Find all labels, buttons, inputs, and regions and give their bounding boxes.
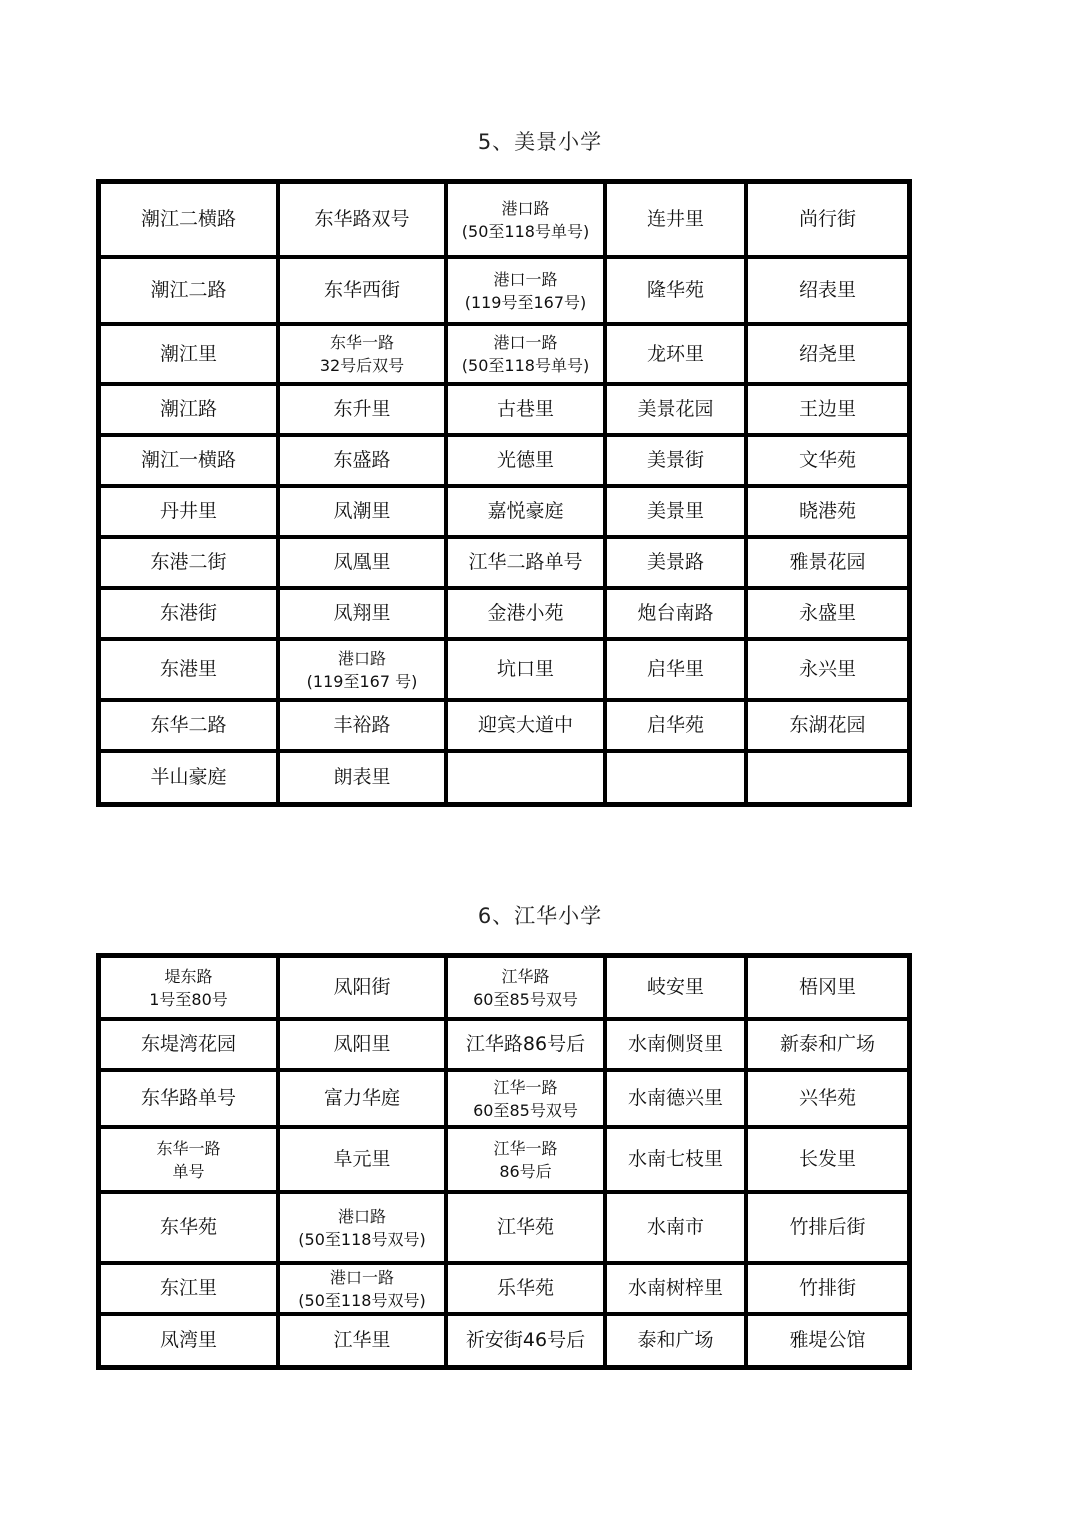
table-cell: 岐安里 [605, 956, 746, 1019]
table-cell: 隆华苑 [605, 257, 746, 324]
table-cell: 丹井里 [99, 486, 278, 537]
cell-line: 60至85号双号 [473, 989, 578, 1009]
table-row [99, 1314, 909, 1367]
table-cell [446, 1070, 605, 1127]
table-cell: 东华路单号 [99, 1070, 278, 1127]
table-cell: 启华苑 [605, 700, 746, 751]
table-cell: 半山豪庭 [99, 751, 278, 804]
table-cell [446, 956, 605, 1019]
table-cell [446, 324, 605, 384]
table-cell: 金港小苑 [446, 588, 605, 639]
table-cell: 绍表里 [746, 257, 909, 324]
table-cell: 凤阳里 [278, 1019, 446, 1070]
cell-line: 港口路 [337, 1206, 386, 1226]
table-cell: 江华二路单号 [446, 537, 605, 588]
cell-line: 港口一路 [493, 333, 558, 352]
address-table-meijing [96, 179, 912, 807]
table-row [99, 639, 909, 700]
table-cell: 阜元里 [278, 1127, 446, 1192]
table-cell: 东湖花园 [746, 700, 909, 751]
table-cell: 江华里 [278, 1314, 446, 1367]
table-cell: 美景街 [605, 435, 746, 486]
cell-line: 86号后 [499, 1161, 552, 1181]
table-cell: 凤潮里 [278, 486, 446, 537]
table-cell [446, 1127, 605, 1192]
table-cell: 梧冈里 [746, 956, 909, 1019]
table-cell: 王边里 [746, 384, 909, 435]
table-cell: 美景花园 [605, 384, 746, 435]
table-cell: 富力华庭 [278, 1070, 446, 1127]
cell-line: 堤东路 [164, 966, 213, 986]
table-row [99, 1127, 909, 1192]
cell-line: 60至85号双号 [473, 1100, 578, 1120]
cell-line: 港口路 [501, 198, 550, 218]
table-cell: 雅堤公馆 [746, 1314, 909, 1367]
table-cell: 江华路86号后 [446, 1019, 605, 1070]
cell-line: 江华一路 [493, 1077, 558, 1097]
table-cell [278, 1263, 446, 1314]
table-cell [278, 1192, 446, 1263]
cell-line: 32号后双号 [319, 356, 405, 375]
table-cell: 江华苑 [446, 1192, 605, 1263]
table-cell: 嘉悦豪庭 [446, 486, 605, 537]
section-title-meijing: 5、美景小学 [477, 130, 603, 154]
table-cell: 凤阳街 [278, 956, 446, 1019]
table-cell: 潮江一横路 [99, 435, 278, 486]
table-cell: 连井里 [605, 182, 746, 257]
table-cell: 东堤湾花园 [99, 1019, 278, 1070]
table-row [99, 700, 909, 751]
table-cell: 长发里 [746, 1127, 909, 1192]
table-row [99, 384, 909, 435]
table-cell: 潮江二路 [99, 257, 278, 324]
table-row [99, 182, 909, 257]
table-row [99, 257, 909, 324]
cell-line: (50至118号双号) [298, 1229, 426, 1249]
table-cell [446, 751, 605, 804]
address-table-jianghua [96, 953, 912, 1370]
cell-line: 港口一路 [329, 1267, 394, 1287]
table-cell [446, 257, 605, 324]
table-row [99, 324, 909, 384]
table-row [99, 751, 909, 804]
cell-line: (119号至167号) [464, 292, 587, 312]
table-row [99, 537, 909, 588]
cell-line: 单号 [172, 1161, 205, 1181]
table-cell: 水南七枝里 [605, 1127, 746, 1192]
table-cell: 永兴里 [746, 639, 909, 700]
table-cell: 东港二街 [99, 537, 278, 588]
cell-line: 东华一路 [329, 333, 394, 352]
cell-line: (50至118号单号) [461, 356, 590, 375]
table-cell: 潮江路 [99, 384, 278, 435]
table-cell: 竹排后街 [746, 1192, 909, 1263]
table-row [99, 435, 909, 486]
table-cell: 永盛里 [746, 588, 909, 639]
table-row [99, 1070, 909, 1127]
table-cell: 兴华苑 [746, 1070, 909, 1127]
table-cell: 东升里 [278, 384, 446, 435]
table-cell: 东港里 [99, 639, 278, 700]
table-cell: 启华里 [605, 639, 746, 700]
table-cell: 迎宾大道中 [446, 700, 605, 751]
table-cell: 东华二路 [99, 700, 278, 751]
table-cell: 美景里 [605, 486, 746, 537]
section-title-jianghua: 6、江华小学 [477, 904, 603, 928]
table-cell: 东华路双号 [278, 182, 446, 257]
cell-line: 1号至80号 [149, 989, 228, 1009]
cell-line: 东华一路 [156, 1138, 221, 1158]
cell-line: 港口一路 [493, 269, 558, 289]
table-cell [99, 956, 278, 1019]
table-row [99, 1192, 909, 1263]
table-cell: 朗表里 [278, 751, 446, 804]
table-cell: 古巷里 [446, 384, 605, 435]
table-cell: 东盛路 [278, 435, 446, 486]
table-cell [278, 639, 446, 700]
cell-line: (119至167 号) [306, 671, 418, 691]
table-cell: 潮江二横路 [99, 182, 278, 257]
table-cell: 东港街 [99, 588, 278, 639]
table-cell: 美景路 [605, 537, 746, 588]
table-cell: 东华苑 [99, 1192, 278, 1263]
table-cell: 坑口里 [446, 639, 605, 700]
table-cell: 雅景花园 [746, 537, 909, 588]
cell-line: (50至118号单号) [461, 221, 590, 241]
table-row [99, 1019, 909, 1070]
table-cell: 祈安街46号后 [446, 1314, 605, 1367]
table-cell: 光德里 [446, 435, 605, 486]
table-cell: 乐华苑 [446, 1263, 605, 1314]
table-cell: 尚行街 [746, 182, 909, 257]
table-cell: 文华苑 [746, 435, 909, 486]
table-row [99, 588, 909, 639]
table-cell: 水南德兴里 [605, 1070, 746, 1127]
table-cell [446, 182, 605, 257]
table-cell: 水南市 [605, 1192, 746, 1263]
cell-line: (50至118号双号) [298, 1290, 426, 1310]
table-cell [605, 751, 746, 804]
table-cell: 水南侧贤里 [605, 1019, 746, 1070]
table-cell [99, 1127, 278, 1192]
table-row [99, 1263, 909, 1314]
table-cell: 凤湾里 [99, 1314, 278, 1367]
table-row [99, 486, 909, 537]
table-cell: 水南树梓里 [605, 1263, 746, 1314]
cell-line: 江华路 [501, 966, 550, 986]
table-cell: 晓港苑 [746, 486, 909, 537]
table-cell: 新泰和广场 [746, 1019, 909, 1070]
table-cell: 丰裕路 [278, 700, 446, 751]
table-cell: 凤翔里 [278, 588, 446, 639]
table-cell: 凤凰里 [278, 537, 446, 588]
table-cell [278, 324, 446, 384]
table-row [99, 956, 909, 1019]
table-cell [746, 751, 909, 804]
table-cell: 泰和广场 [605, 1314, 746, 1367]
cell-line: 港口路 [337, 648, 386, 668]
table-cell: 龙环里 [605, 324, 746, 384]
table-cell: 炮台南路 [605, 588, 746, 639]
table-cell: 东江里 [99, 1263, 278, 1314]
table-cell: 东华西街 [278, 257, 446, 324]
cell-line: 江华一路 [493, 1138, 558, 1158]
table-cell: 绍尧里 [746, 324, 909, 384]
table-cell: 潮江里 [99, 324, 278, 384]
table-cell: 竹排街 [746, 1263, 909, 1314]
